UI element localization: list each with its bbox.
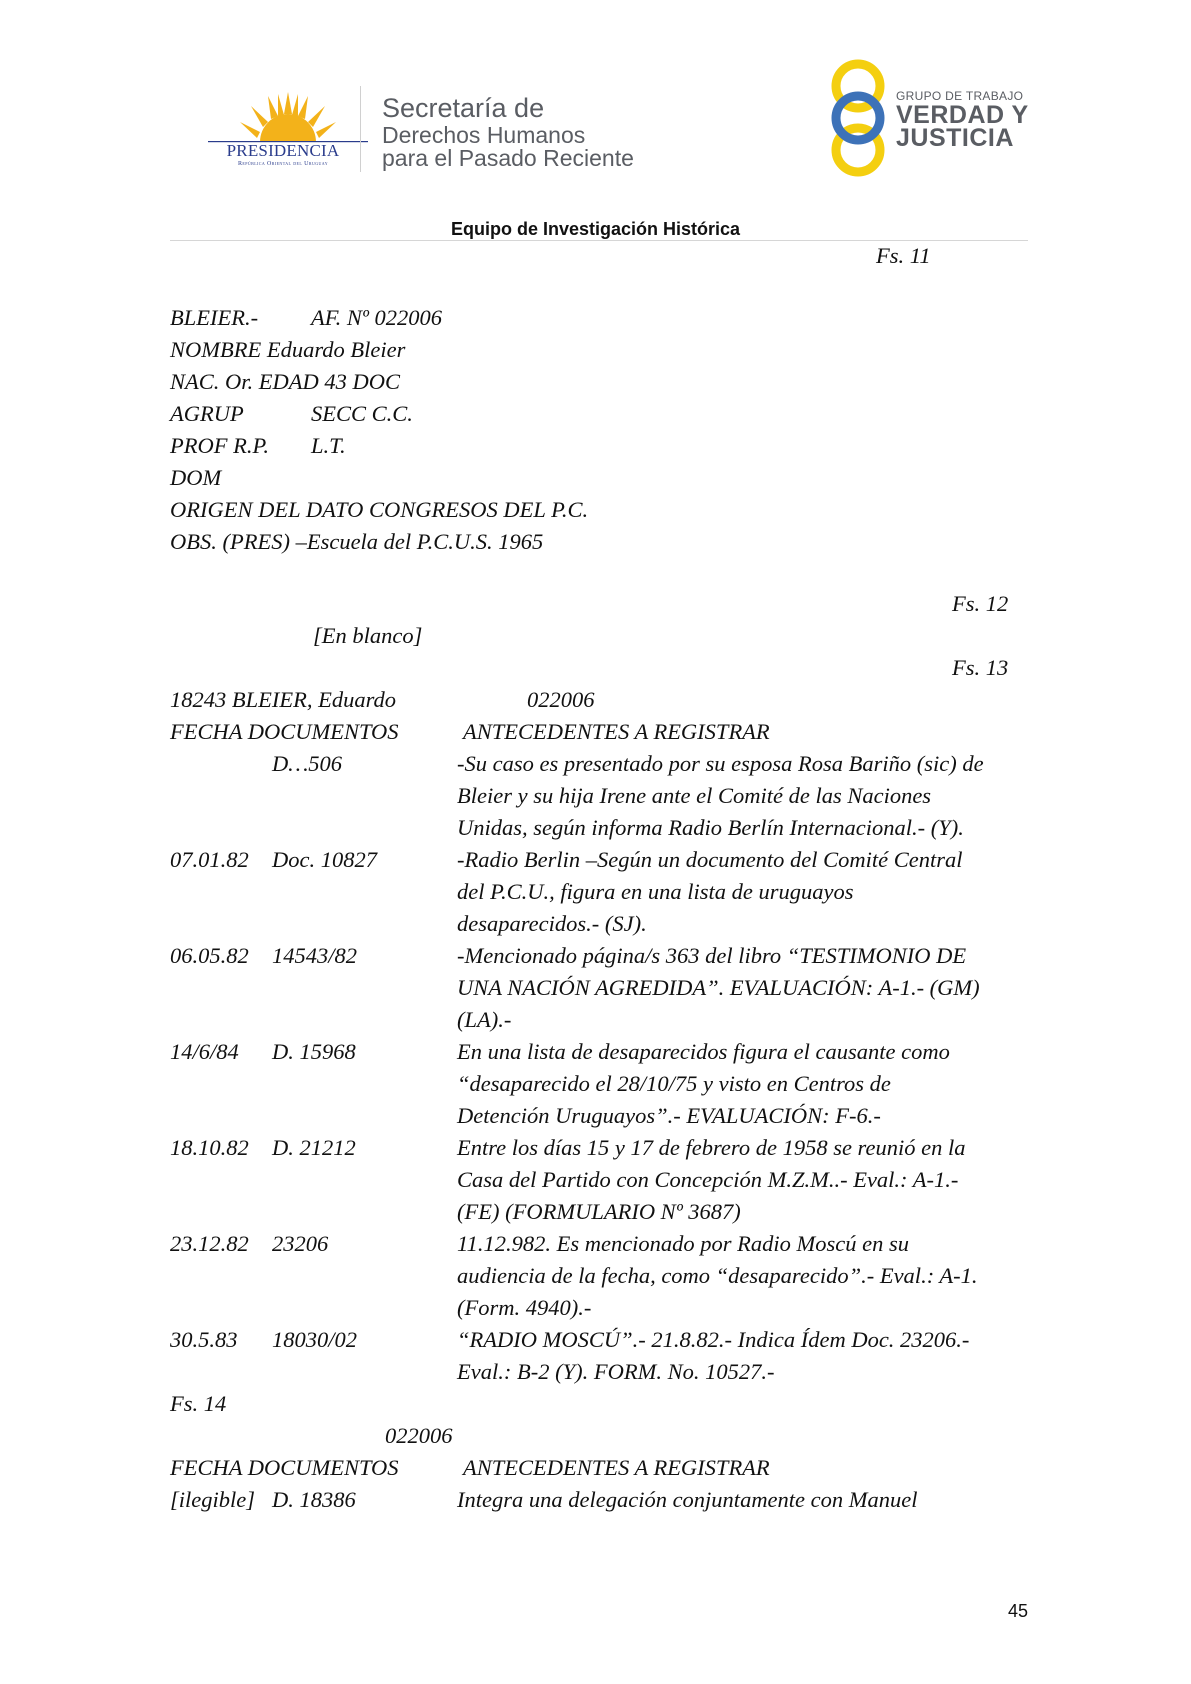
column-header-fecha-documentos: FECHA DOCUMENTOS: [170, 1455, 399, 1480]
entry-doc: D. 15968: [272, 1039, 356, 1064]
entry-text-line: -Su caso es presentado por su esposa Rosa Bariño (sic) de: [457, 751, 984, 776]
card-label: NOMBRE Eduardo Bleier: [170, 337, 406, 362]
entry-text-line: del P.C.U., figura en una lista de uruguayos: [457, 879, 854, 904]
verdad-justicia-rings-logo: [818, 56, 898, 182]
presidencia-name: PRESIDENCIA: [226, 141, 340, 160]
entry-date: 30.5.83: [170, 1327, 238, 1352]
entry-text-line: (FE) (FORMULARIO Nº 3687): [457, 1199, 741, 1224]
entry-text-line: -Radio Berlin –Según un documento del Comité Central: [457, 847, 963, 872]
record-id: 18243 BLEIER, Eduardo: [170, 687, 397, 712]
entry-doc: 23206: [272, 1231, 329, 1256]
entry-date: [ilegible]: [170, 1487, 255, 1512]
entry-doc: D…506: [272, 751, 343, 776]
entry-text-line: Bleier y su hija Irene ante el Comité de las Naciones: [457, 783, 932, 808]
page-number: 45: [1007, 1601, 1028, 1621]
entry-text-line: En una lista de desaparecidos figura el causante como: [457, 1039, 950, 1064]
folio-12: Fs. 12: [952, 591, 1009, 616]
entry-doc: 14543/82: [272, 943, 358, 968]
presidencia-subtitle: República Oriental del Uruguay: [237, 161, 329, 167]
entry-text-line: “desaparecido el 28/10/75 y visto en Centros de: [457, 1071, 891, 1096]
entry-date: 06.05.82: [170, 943, 249, 968]
card-value: SECC C.C.: [311, 401, 413, 426]
entry-text-line: (Form. 4940).-: [457, 1295, 592, 1320]
entry-text-line: Detención Uruguayos”.- EVALUACIÓN: F-6.-: [457, 1103, 881, 1128]
secretaria-line-2: Derechos Humanos: [382, 122, 586, 148]
entry-text-line: (LA).-: [457, 1007, 512, 1032]
entry-date: 23.12.82: [170, 1231, 249, 1256]
team-title: Equipo de Investigación Histórica: [450, 219, 741, 239]
justicia-label: JUSTICIA: [896, 124, 1014, 152]
secretaria-line-1: Secretaría de: [382, 93, 545, 123]
card-label: DOM: [170, 465, 222, 490]
card-label: ORIGEN DEL DATO CONGRESOS DEL P.C.: [170, 497, 589, 522]
card-label: AGRUP: [170, 401, 244, 426]
entry-text-line: audiencia de la fecha, como “desaparecido”.- Eval.: A-1.: [457, 1263, 978, 1288]
entry-text-line: Integra una delegación conjuntamente con Manuel: [457, 1487, 918, 1512]
entry-text-line: Casa del Partido con Concepción M.Z.M..- Eval.: A-1.-: [457, 1167, 959, 1192]
entry-text-line: UNA NACIÓN AGREDIDA”. EVALUACIÓN: A-1.- (GM): [457, 975, 980, 1000]
entry-text-line: desaparecidos.- (SJ).: [457, 911, 647, 936]
blank-note: [En blanco]: [313, 623, 423, 648]
entry-date: 07.01.82: [170, 847, 249, 872]
secretaria-line-3: para el Pasado Reciente: [382, 145, 634, 171]
header-divider: [360, 86, 361, 172]
folio-11: Fs. 11: [876, 243, 931, 268]
entry-doc: D. 21212: [272, 1135, 356, 1160]
entry-doc: D. 18386: [272, 1487, 356, 1512]
column-header-antecedentes: ANTECEDENTES A REGISTRAR: [463, 719, 770, 744]
card-label: PROF R.P.: [170, 433, 269, 458]
entry-text-line: Entre los días 15 y 17 de febrero de 1958 se reunió en la: [457, 1135, 966, 1160]
card-value: L.T.: [311, 433, 346, 458]
entry-text-line: -Mencionado página/s 363 del libro “TESTIMONIO DE: [457, 943, 967, 968]
entry-text-line: Unidas, según informa Radio Berlín Internacional.- (Y).: [457, 815, 964, 840]
entry-date: 18.10.82: [170, 1135, 249, 1160]
folio-13: Fs. 13: [952, 655, 1009, 680]
entry-doc: Doc. 10827: [272, 847, 377, 872]
entry-text-line: Eval.: B-2 (Y). FORM. No. 10527.-: [457, 1359, 775, 1384]
grupo-trabajo-label: GRUPO DE TRABAJO: [896, 89, 1024, 103]
entry-text-line: 11.12.982. Es mencionado por Radio Moscú en su: [457, 1231, 910, 1256]
record-number: 022006: [527, 687, 595, 712]
entry-date: 14/6/84: [170, 1039, 239, 1064]
column-header-antecedentes: ANTECEDENTES A REGISTRAR: [463, 1455, 770, 1480]
entry-doc: 18030/02: [272, 1327, 358, 1352]
verdad-label: VERDAD Y: [896, 101, 1029, 129]
entry-text-line: “RADIO MOSCÚ”.- 21.8.82.- Indica Ídem Doc. 23206.-: [457, 1327, 970, 1352]
card-label: OBS. (PRES) –Escuela del P.C.U.S. 1965: [170, 529, 544, 554]
card-label: BLEIER.-: [170, 305, 259, 330]
card-label: NAC. Or. EDAD 43 DOC: [170, 369, 401, 394]
folio-14: Fs. 14: [170, 1391, 227, 1416]
record-number: 022006: [385, 1423, 453, 1448]
column-header-fecha-documentos: FECHA DOCUMENTOS: [170, 719, 399, 744]
card-value: AF. Nº 022006: [311, 305, 442, 330]
